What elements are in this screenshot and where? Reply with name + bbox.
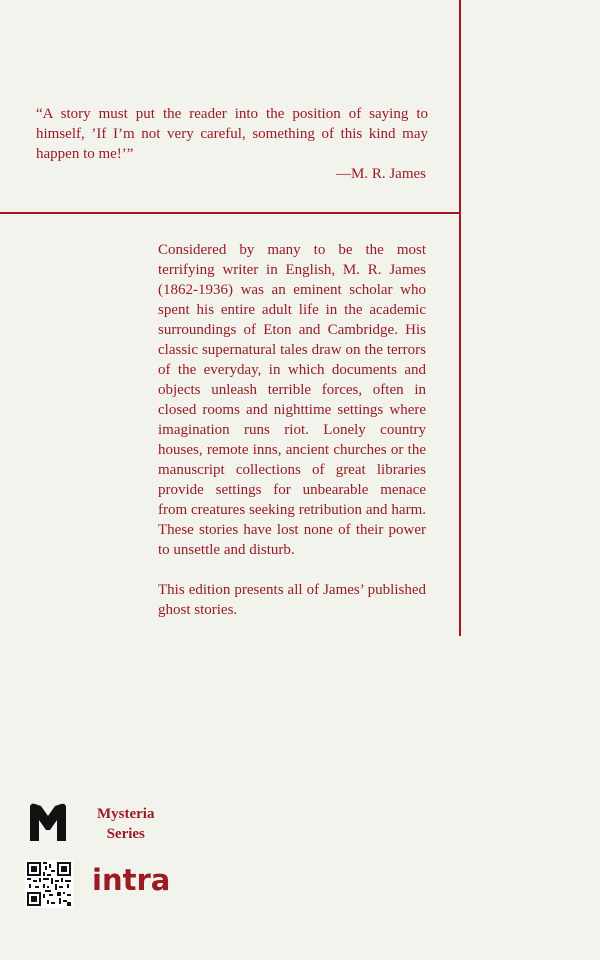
series-name	[97, 804, 154, 844]
vertical-rule-bottom	[459, 214, 461, 636]
publisher-logo: intra	[92, 863, 171, 897]
series-line-2: Series	[106, 826, 145, 842]
blurb-paragraph: This edition presents all of James’ published ghost stories.	[158, 582, 426, 618]
vertical-rule-top	[459, 0, 461, 214]
epigraph-attribution: —M. R. James	[336, 166, 426, 182]
horizontal-rule	[0, 212, 461, 214]
qr-code-icon	[25, 860, 73, 908]
blurb-paragraph: Considered by many to be the most terrifying writer in English, M. R. James (1862-1936) was an eminent scholar who spent his entire adult life in the academic surroundings of Eton and Cambridge. His classic supernatural tales draw on the terrors of the everyday, in which documents and objects unleash terrible forces, often in closed rooms and nighttime settings where imagination runs riot. Lonely country houses, remote inns, ancient churches or the manuscript collections of great libraries provide settings for unbearable menace from creatures seeking retribution and harm. These stories have lost none of their power to unsettle and disturb.	[158, 242, 426, 558]
series-line-1: Mysteria	[97, 806, 155, 822]
back-cover-blurb	[158, 240, 426, 640]
m-logo-icon	[28, 803, 68, 843]
epigraph-quote: “A story must put the reader into the position of saying to himself, ’If I’m not very careful, something of this kind may happen to me!’”	[36, 106, 428, 162]
